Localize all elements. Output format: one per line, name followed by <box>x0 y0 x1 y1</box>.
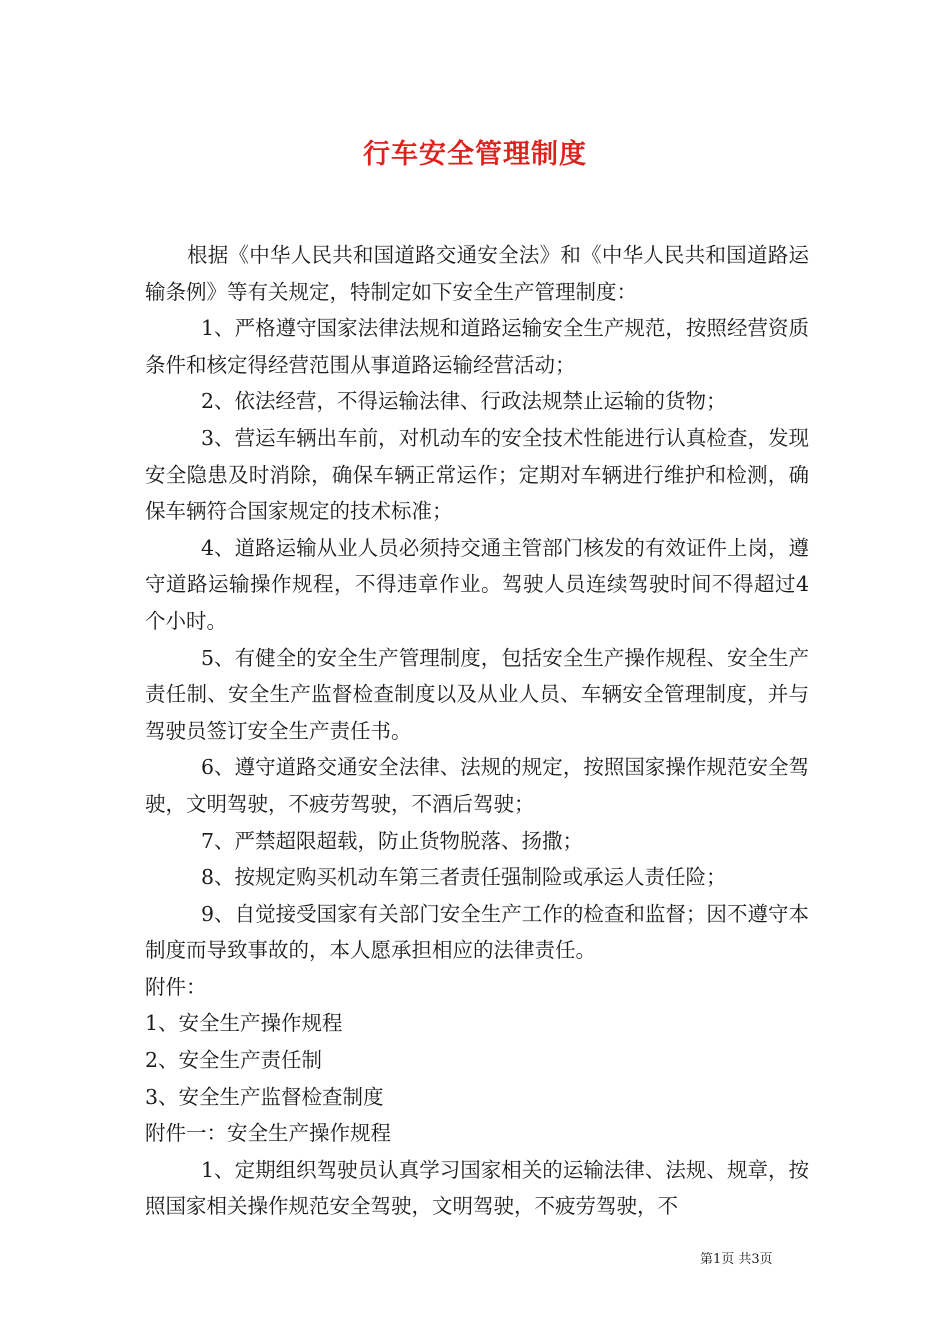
rule-9-paragraph: 9、自觉接受国家有关部门安全生产工作的检查和监督；因不遵守本制度而导致事故的，本人愿承担相应的法律责任。 <box>145 901 809 963</box>
rule-4-paragraph: 4、道路运输从业人员必须持交通主管部门核发的有效证件上岗，遵守道路运输操作规程，不得违章作业。驾驶人员连续驾驶时间不得超过4个小时。 <box>145 535 809 633</box>
attachment-item-2: 2、安全生产责任制 <box>145 1048 323 1073</box>
attachment-one-rule-1: 1、定期组织驾驶员认真学习国家相关的运输法律、法规、规章，按照国家相关操作规范安全驾驶，文明驾驶，不疲劳驾驶，不 <box>145 1157 809 1219</box>
attachment-item-1: 1、安全生产操作规程 <box>145 1011 343 1036</box>
attachment-item-3: 3、安全生产监督检查制度 <box>145 1084 384 1109</box>
rule-5-paragraph: 5、有健全的安全生产管理制度，包括安全生产操作规程、安全生产责任制、安全生产监督检查制度以及从业人员、车辆安全管理制度，并与驾驶员签订安全生产责任书。 <box>145 645 809 743</box>
rule-8-paragraph: 8、按规定购买机动车第三者责任强制险或承运人责任险； <box>201 865 727 890</box>
rule-1-paragraph: 1、严格遵守国家法律法规和道路运输安全生产规范，按照经营资质条件和核定得经营范围从事道路运输经营活动； <box>145 316 809 377</box>
rule-2-paragraph: 2、依法经营，不得运输法律、行政法规禁止运输的货物； <box>201 389 727 414</box>
page-number-footer: 第1页 共3页 <box>700 1252 773 1267</box>
intro-paragraph: 根据《中华人民共和国道路交通安全法》和《中华人民共和国道路运输条例》等有关规定，特制定如下安全生产管理制度： <box>145 243 809 304</box>
rule-7-paragraph: 7、严禁超限超载，防止货物脱落、扬撒； <box>201 828 584 853</box>
rule-3-paragraph: 3、营运车辆出车前，对机动车的安全技术性能进行认真检查，发现安全隐患及时消除，确保车辆正常运作；定期对车辆进行维护和检测，确保车辆符合国家规定的技术标准； <box>145 425 809 524</box>
rule-6-paragraph: 6、遵守道路交通安全法律、法规的规定，按照国家操作规范安全驾驶，文明驾驶，不疲劳驾驶，不酒后驾驶； <box>145 755 809 816</box>
document-title: 行车安全管理制度 <box>363 139 587 170</box>
attachment-one-heading: 附件一：安全生产操作规程 <box>145 1121 391 1146</box>
document-body <box>145 237 809 1225</box>
attachments-heading: 附件： <box>145 974 207 999</box>
